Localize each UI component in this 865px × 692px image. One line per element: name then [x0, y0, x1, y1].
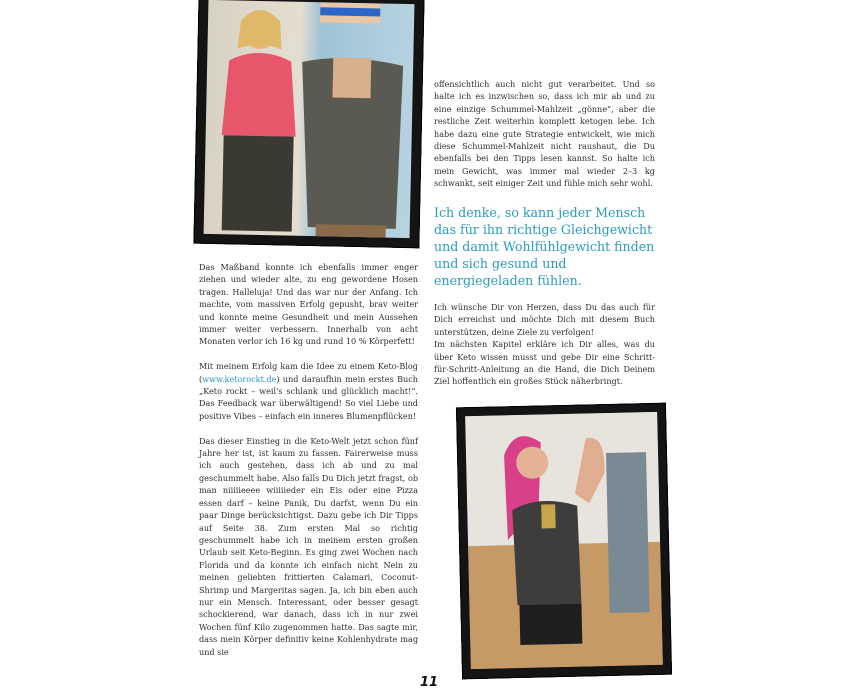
sports-bra	[320, 7, 380, 16]
paragraph: Das dieser Einstieg in die Keto-Welt jetzt schon fünf Jahre her ist, ist kaum zu fassen. Fairerweise muss ich auch gestehen, dass ich ab und zu mal geschummelt habe. Also falls Du Dich jetzt fragst, ob man niiiiieeee wiiiiieder ein Eis oder eine Pizza essen darf – keine Panik, Du darfst, wenn Du ein paar Dinge berücksichtigst. Dazu gebe ich Dir Tipps auf Seite 38. Zum ersten Mal so richtig geschummelt habe ich in meinem ersten großen Urlaub seit Keto-Beginn. Es ging zwei Wochen nach Florida und da konnte ich einfach nicht Nein zu meinen geliebten frittierten Calamari, Coconut-Shrimp und Margeritas sagen. Ja, ich bin eben auch nur ein Mensch. Interessant, oder besser gesagt schockierend, war danach, dass ich in nur zwei Wochen fünf Kilo zugenommen hatte. Das sagte mir, dass mein Körper definitiv keine Kohlenhydrate mag und sie	[199, 435, 418, 657]
gym-equipment	[606, 452, 650, 613]
gym-selfie-illustration	[465, 412, 663, 669]
phone	[541, 504, 556, 528]
right-text-column-bottom	[434, 301, 655, 388]
floor	[316, 224, 386, 237]
right-text-column-top	[434, 78, 655, 202]
gym-selfie-photo-image	[465, 412, 663, 669]
person-shirt	[222, 52, 298, 137]
before-after-illustration	[204, 0, 415, 238]
shorts	[519, 604, 582, 645]
text-span: Mit meinem Erfolg kam die Idee zu einem Keto-Blog (	[199, 361, 418, 384]
paragraph: Im nächsten Kapitel erkläre ich Dir alles, was du über Keto wissen musst und gebe Dir eine Schritt-für-Schritt-Anleitung an die Hand, die Dich Deinem Ziel hoffentlich ein großes Stück näherbringt.	[434, 339, 655, 387]
belly	[332, 57, 371, 98]
paragraph: Ich wünsche Dir von Herzen, dass Du das auch für Dich erreichst und möchte Dich mit diesem Buch unterstützen, deine Ziele zu verfolgen!	[434, 302, 655, 337]
left-text-column	[199, 261, 418, 670]
before-after-photo-image	[204, 0, 415, 238]
person-hair	[237, 9, 282, 49]
page-number: 11	[419, 675, 439, 690]
before-after-photo	[193, 0, 424, 248]
paragraph: offensichtlich auch nicht gut verarbeitet. Und so halte ich es inzwischen so, dass ich mir ab und zu eine einzige Schummel-Mahlzeit „gönne“, aber die restliche Zeit weiterhin komplett ketogen lebe. Ich habe dazu eine gute Strategie entwickelt, wie mich diese Schummel-Mahlzeit nicht raushaut, die Du ebenfalls bei den Tipps lesen kannst. So halte ich mein Gewicht, was immer mal wieder 2–3 kg schwankt, seit einiger Zeit und fühle mich sehr wohl.	[434, 79, 655, 189]
text-span: ) und daraufhin mein erstes Buch „Keto rockt – weil's schlank und glücklich macht!“. Das Feedback war überwältigend! So viel Liebe und positive Vibes – einfach ein inneres Blumenpflücken!	[199, 373, 418, 421]
paragraph-blog	[199, 360, 418, 422]
blog-link[interactable]: www.ketorockt.de	[202, 373, 277, 384]
gym-selfie-photo	[456, 403, 672, 680]
pull-quote: Ich denke, so kann jeder Mensch das für ihn richtige Gleichgewicht und damit Wohlfühlgewicht finden und sich gesund und energiegeladen fühlen.	[434, 205, 655, 288]
person-pants	[222, 135, 294, 231]
paragraph: Das Maßband konnte ich ebenfalls immer enger ziehen und wieder alte, zu eng gewordene Hosen tragen. Halleluja! Und das war nur der Anfang. Ich machte, vom massiven Erfolg gepusht, brav weiter und konnte meine Gesundheit und mein Aussehen immer weiter verbessern. Innerhalb von acht Monaten verlor ich 16 kg und rund 10 % Körperfett!	[199, 262, 418, 347]
